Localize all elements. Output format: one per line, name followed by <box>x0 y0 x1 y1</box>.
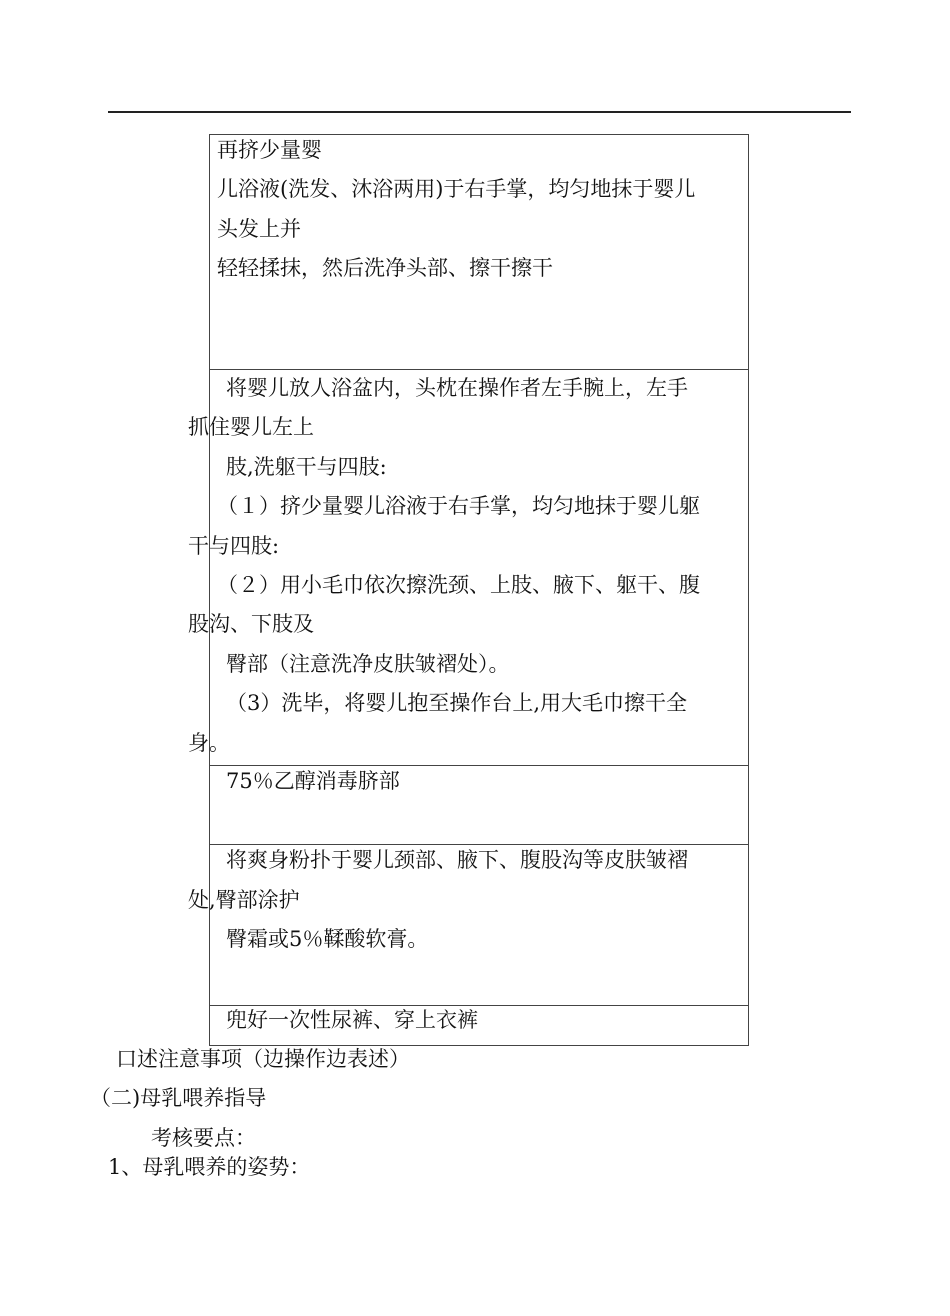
text-line: 兜好一次性尿裤、穿上衣裤 <box>226 1008 478 1032</box>
text-line: 抓住婴儿左上 <box>188 415 314 439</box>
text-line: 干与四肢: <box>188 534 280 558</box>
text-line: 儿浴液(洗发、沐浴两用)于右手掌，均匀地抹于婴儿 <box>217 177 696 201</box>
text-line: 臀霜或5％鞣酸软膏。 <box>226 927 429 951</box>
list-item: 1、母乳喂养的姿势： <box>108 1155 311 1179</box>
section-heading: （二)母乳喂养指导 <box>90 1086 267 1110</box>
text-line: 75％乙醇消毒脐部 <box>226 769 400 793</box>
text-line: （１）挤少量婴儿浴液于右手掌，均匀地抹于婴儿躯 <box>217 494 700 518</box>
text-line: 臀部（注意洗净皮肤皱褶处）。 <box>226 652 510 676</box>
header-rule <box>108 111 851 113</box>
text-line: 肢,洗躯干与四肢: <box>226 455 387 479</box>
text-line: 处,臀部涂护 <box>188 888 300 912</box>
subheading: 考核要点： <box>151 1126 256 1150</box>
text-line: 头发上并 <box>217 217 301 241</box>
table-cell-wash-head <box>209 134 749 370</box>
text-line: 股沟、下肢及 <box>188 612 314 636</box>
text-line: （２）用小毛巾依次擦洗颈、上肢、腋下、躯干、腹 <box>217 573 700 597</box>
text-line: 再挤少量婴 <box>217 138 322 162</box>
text-line: 身。 <box>188 731 230 755</box>
text-line: （3）洗毕，将婴儿抱至操作台上,用大毛巾擦干全 <box>226 691 688 715</box>
text-line: 轻轻揉抹，然后洗净头部、擦干擦干 <box>217 256 553 280</box>
text-line: 将爽身粉扑于婴儿颈部、腋下、腹股沟等皮肤皱褶 <box>226 848 688 872</box>
text-line: 将婴儿放人浴盆内，头枕在操作者左手腕上，左手 <box>226 376 688 400</box>
notes-heading: 口述注意事项（边操作边表述） <box>116 1047 410 1071</box>
